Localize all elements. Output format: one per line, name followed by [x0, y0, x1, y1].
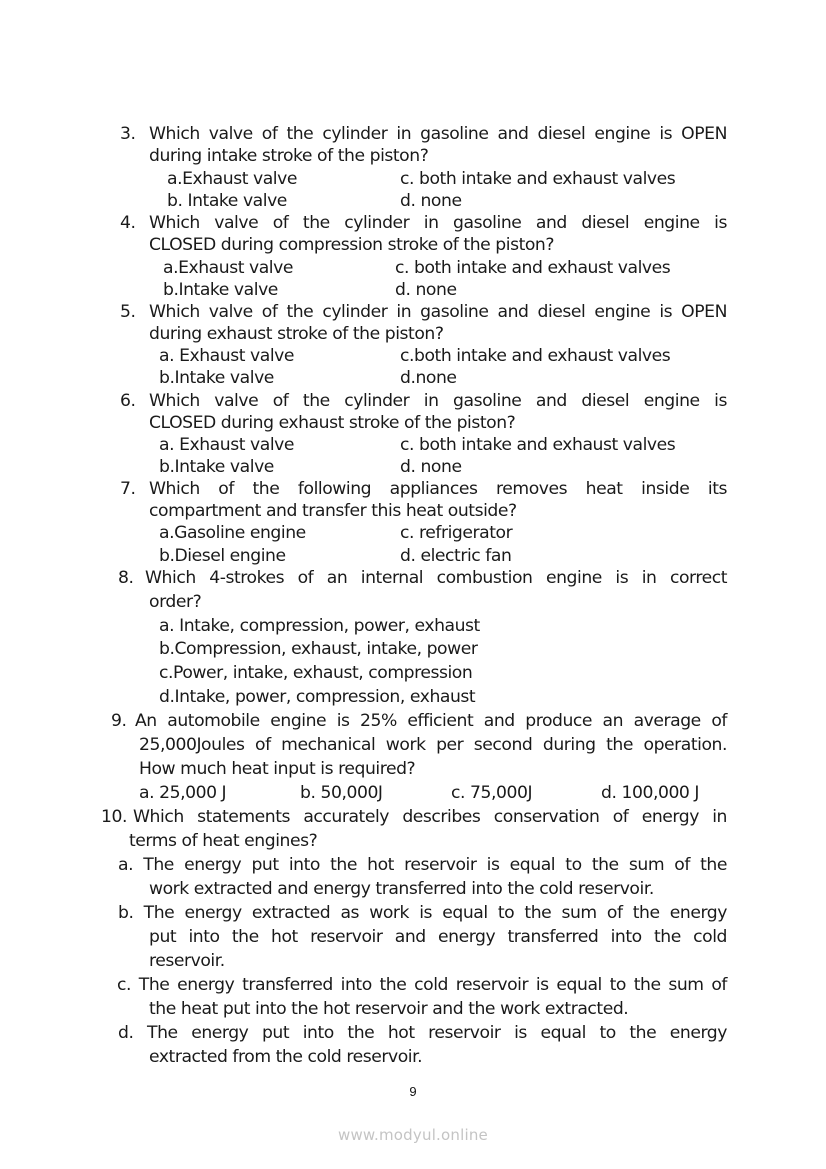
page-number: 9 — [409, 1084, 417, 1099]
option-b-cont: reservoir. — [149, 951, 225, 971]
option-d: d. none — [395, 280, 457, 300]
question-text: order? — [149, 592, 202, 612]
option-a: a.Exhaust valve — [163, 258, 293, 278]
question-text: compartment and transfer this heat outside? — [149, 501, 517, 521]
option-c: c. The energy transferred into the cold reservoir is equal to the sum of — [117, 975, 727, 995]
option-b: b.Intake valve — [163, 280, 278, 300]
option-a: a. Intake, compression, power, exhaust — [159, 616, 480, 636]
option-b: b.Compression, exhaust, intake, power — [159, 639, 478, 659]
option-a: a. The energy put into the hot reservoir is equal to the sum of the — [118, 855, 727, 875]
question-number: 8. — [118, 568, 134, 588]
question-text: CLOSED during exhaust stroke of the piston? — [149, 413, 516, 433]
question-text: An automobile engine is 25% efficient and produce an average of — [135, 711, 727, 731]
option-a: a.Exhaust valve — [167, 169, 297, 189]
option-c: c.Power, intake, exhaust, compression — [159, 663, 473, 683]
option-c: c.both intake and exhaust valves — [400, 346, 671, 366]
option-a: a. 25,000 J — [139, 783, 227, 803]
option-b: b.Intake valve — [159, 368, 274, 388]
option-d: d. none — [400, 191, 462, 211]
question-number: 4. — [120, 213, 136, 233]
question-text: during exhaust stroke of the piston? — [149, 324, 444, 344]
option-c: c. 75,000J — [451, 783, 533, 803]
option-c-cont: the heat put into the hot reservoir and the work extracted. — [149, 999, 629, 1019]
option-a-cont: work extracted and energy transferred into the cold reservoir. — [149, 879, 654, 899]
question-text: How much heat input is required? — [139, 759, 416, 779]
question-number: 10. — [101, 807, 127, 827]
question-text: Which valve of the cylinder in gasoline and diesel engine is OPEN — [149, 124, 727, 144]
option-b: b. The energy extracted as work is equal to the sum of the energy — [118, 903, 727, 923]
option-b: b. Intake valve — [167, 191, 287, 211]
question-text: terms of heat engines? — [129, 831, 318, 851]
question-text: during intake stroke of the piston? — [149, 146, 429, 166]
question-number: 5. — [120, 302, 136, 322]
watermark: www.modyul.online — [338, 1126, 488, 1144]
option-d: d.Intake, power, compression, exhaust — [159, 687, 476, 707]
option-d: d. 100,000 J — [601, 783, 700, 803]
question-text: Which valve of the cylinder in gasoline and diesel engine is OPEN — [149, 302, 727, 322]
question-number: 7. — [120, 479, 136, 499]
option-d: d. electric fan — [400, 546, 512, 566]
option-b-cont: put into the hot reservoir and energy transferred into the cold — [149, 927, 727, 947]
option-a: a.Gasoline engine — [159, 523, 306, 543]
option-c: c. both intake and exhaust valves — [400, 435, 676, 455]
option-d-cont: extracted from the cold reservoir. — [149, 1047, 423, 1067]
option-b: b.Diesel engine — [159, 546, 286, 566]
question-text: Which statements accurately describes conservation of energy in — [133, 807, 727, 827]
question-text: Which valve of the cylinder in gasoline and diesel engine is — [149, 391, 727, 411]
question-text: Which of the following appliances removes heat inside its — [149, 479, 727, 499]
option-b: b. 50,000J — [300, 783, 383, 803]
option-a: a. Exhaust valve — [159, 346, 294, 366]
question-text: 25,000Joules of mechanical work per second during the operation. — [139, 735, 727, 755]
question-text: Which valve of the cylinder in gasoline and diesel engine is — [149, 213, 727, 233]
question-text: Which 4-strokes of an internal combustion engine is in correct — [145, 568, 727, 588]
question-number: 3. — [120, 124, 136, 144]
option-d: d. The energy put into the hot reservoir is equal to the energy — [118, 1023, 727, 1043]
option-c: c. refrigerator — [400, 523, 513, 543]
option-b: b.Intake valve — [159, 457, 274, 477]
option-c: c. both intake and exhaust valves — [400, 169, 676, 189]
question-text: CLOSED during compression stroke of the piston? — [149, 235, 555, 255]
option-c: c. both intake and exhaust valves — [395, 258, 671, 278]
option-a: a. Exhaust valve — [159, 435, 294, 455]
option-d: d.none — [400, 368, 457, 388]
question-number: 6. — [120, 391, 136, 411]
question-number: 9. — [111, 711, 127, 731]
option-d: d. none — [400, 457, 462, 477]
